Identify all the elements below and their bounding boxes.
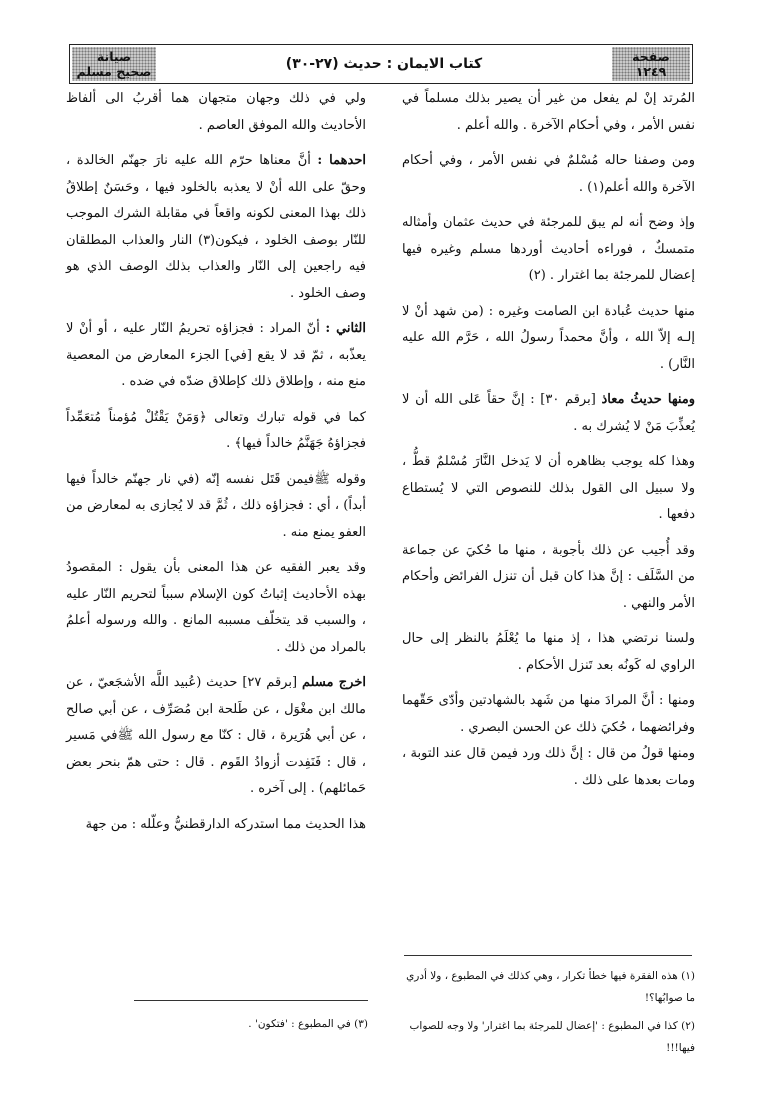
book-title-box bbox=[72, 47, 156, 81]
page-number: ١٢٤٩ bbox=[635, 64, 667, 79]
paragraph-body: أنَّ معناها حرّم الله عليه نارَ جهنّم الخالدة ، وحقّ على الله أنْ لا يعذبه بالخلود فيها ، وحَسَنٌ إطلاقُ ذلك بهذا المعنى لكونه واقعاً في مقابلة الشرك الموجب للنّار بوصف الخلود ، فيكون(٣) النار والعذاب المطلقان فيه راجعين إلى النّار والعذاب بذلك الوصف الذي هو وصف الخلود . bbox=[66, 153, 367, 301]
paragraph-body: [برقم ٢٧] حديث (عُبيد اللَّه الأشجَعيّ ، عن مالك ابن مغْوَل ، عن طَلحة ابن مُصَرِّف ، عن أبي صالح ، عن أبي هُرَيرة ، قال : كنّا مع رسول الله ﷺفي مَسير ، قال : فَنَفِدت أزوادُ القَوم . قال : حتى همّ بنحر بعض حَمائلهم) . إلى آخره . bbox=[66, 675, 366, 796]
paragraph bbox=[66, 670, 366, 803]
footnote-divider-right bbox=[404, 955, 692, 956]
chapter-title: كتاب الايمان : حديث (٢٧-٣٠) bbox=[285, 56, 483, 72]
paragraph-body: أنّ المراد : فجزاؤه تحريمُ النّار عليه ، أو أنْ لا يعذّبه ، ثمّ قد لا يقع [في] الجزء المعارض من المعصية منع منه ، وإطلاق ذلك كإطلاق ضدّه في ضده . bbox=[66, 321, 366, 389]
paragraph bbox=[66, 316, 366, 396]
paragraph: كما في قوله تبارك وتعالى ﴿وَمَنْ يَقْتُلْ مُؤمناً مُتعَمِّداً فجزاؤهُ جَهَنَّمُ خالداً فيها﴾ . bbox=[66, 409, 366, 451]
paragraph: منها حديث عُبادة ابن الصامت وغيره : (من شهد أنْ لا إلـه إلاّ الله ، وأنَّ محمداً رسولُ الله ، حَرَّم الله عليه النَّار) . bbox=[402, 303, 695, 372]
paragraph: ومنها قولُ من قال : إنَّ ذلك ورد فيمن قال عند التوبة ، ومات بعدها على ذلك . bbox=[402, 746, 695, 788]
footnote-2: (٢) كذا في المطبوع : 'إعضال للمرجئة بما اغترار' ولا وجه للصواب فيها!!! bbox=[409, 1020, 695, 1054]
paragraph: وقد أُجيب عن ذلك بأجوبة ، منها ما حُكيَ عن جماعة من السَّلَف : إنَّ هذا كان قبل أن تنزل الفرائض وأحكام الأمر والنهي . bbox=[402, 542, 695, 611]
paragraph: وقد يعبر الفقيه عن هذا المعنى بأن يقول : المقصودُ بهذه الأحاديث إثباتُ كون الإسلام سبباً لتحريم النّار عليه ، والسبب قد يتخلّف مسببه المانع . والله ورسوله أعلمُ بالمراد من ذلك . bbox=[66, 560, 366, 655]
paragraph-lead: احدهما : bbox=[317, 153, 366, 168]
paragraph: المُرتد إنْ لم يفعل من غير أن يصير بذلك مسلماً في نفس الأمر ، وفي أحكام الآخرة . والله أعلم . bbox=[402, 91, 695, 133]
footnote-3: (٣) في المطبوع : 'فتكون' . bbox=[248, 1018, 368, 1030]
paragraph bbox=[402, 387, 695, 440]
book-title-line2: صحيح مسلم bbox=[76, 64, 152, 79]
paragraph bbox=[66, 148, 366, 307]
footnotes-left bbox=[134, 1013, 368, 1035]
paragraph-lead: ومنها حديثُ معاذ bbox=[601, 392, 695, 407]
paragraph: ولي في ذلك وجهان متجهان هما أقربُ الى ألفاظ الأحاديث والله الموفق العاصم . bbox=[66, 91, 366, 133]
right-text-column bbox=[402, 86, 695, 803]
paragraph: وقوله ﷺفيمن قَتَل نفسه إنّه (في نار جهنّم خالداً فيها أبداً) ، أي : فجزاؤه ذلك ، ثُمَّ قد لا يُجازى به لمعارض من العفو يمنع منه . bbox=[66, 471, 366, 540]
book-title-line1: صيانة bbox=[96, 49, 132, 64]
paragraph: وإذ وضح أنه لم يبق للمرجئة في حديث عثمان وأمثاله متمسكٌ ، فوراءه أحاديث أوردها مسلم وغيره فيها إعضال للمرجئة بما اغترار . (٢) bbox=[402, 215, 695, 283]
page-header bbox=[69, 44, 693, 84]
footnote-1: (١) هذه الفقرة فيها خطأ تكرار ، وهي كذلك في المطبوع ، ولا أدري ما صوابُها؟! bbox=[406, 970, 695, 1004]
paragraph: ومنها : أنَّ المرادَ منها من شَهد بالشهادتين وأدّى حَقّهما وفرائضهما ، حُكيَ ذلك عن الحسن البصري . bbox=[402, 693, 695, 735]
paragraph: هذا الحديث مما استدركه الدارقطنيُّ وعلّله : من جهة bbox=[85, 816, 366, 832]
paragraph-lead: اخرج مسلم bbox=[301, 675, 366, 690]
page-number-box bbox=[612, 47, 690, 81]
paragraph-lead: الثاني : bbox=[325, 321, 366, 336]
left-text-column bbox=[66, 86, 366, 847]
page-label: صفحة bbox=[632, 49, 670, 64]
footnote-divider-left bbox=[134, 1000, 368, 1001]
paragraph: ولسنا نرتضي هذا ، إذ منها ما يُعْلَمُ بالنظر إلى حال الراوي له كَونُه بعد تَنزل الأحكام . bbox=[402, 631, 695, 673]
footnotes-right bbox=[402, 965, 695, 1059]
paragraph-body: [برقم ٣٠] : إنَّ حقاً عَلى الله أن لا يُعذِّبَ مَنْ لا يُشرك به . bbox=[402, 392, 695, 434]
paragraph: ومن وصفنا حاله مُسْلمٌ في نفس الأمر ، وفي أحكام الآخرة والله أعلم(١) . bbox=[402, 153, 695, 195]
paragraph: وهذا كله يوجب بظاهره أن لا يَدخل النَّارَ مُسْلمٌ قطُّ ، ولا سبيل الى القول بذلك للنصوص التي لا يُستطاع دفعها . bbox=[402, 454, 695, 522]
